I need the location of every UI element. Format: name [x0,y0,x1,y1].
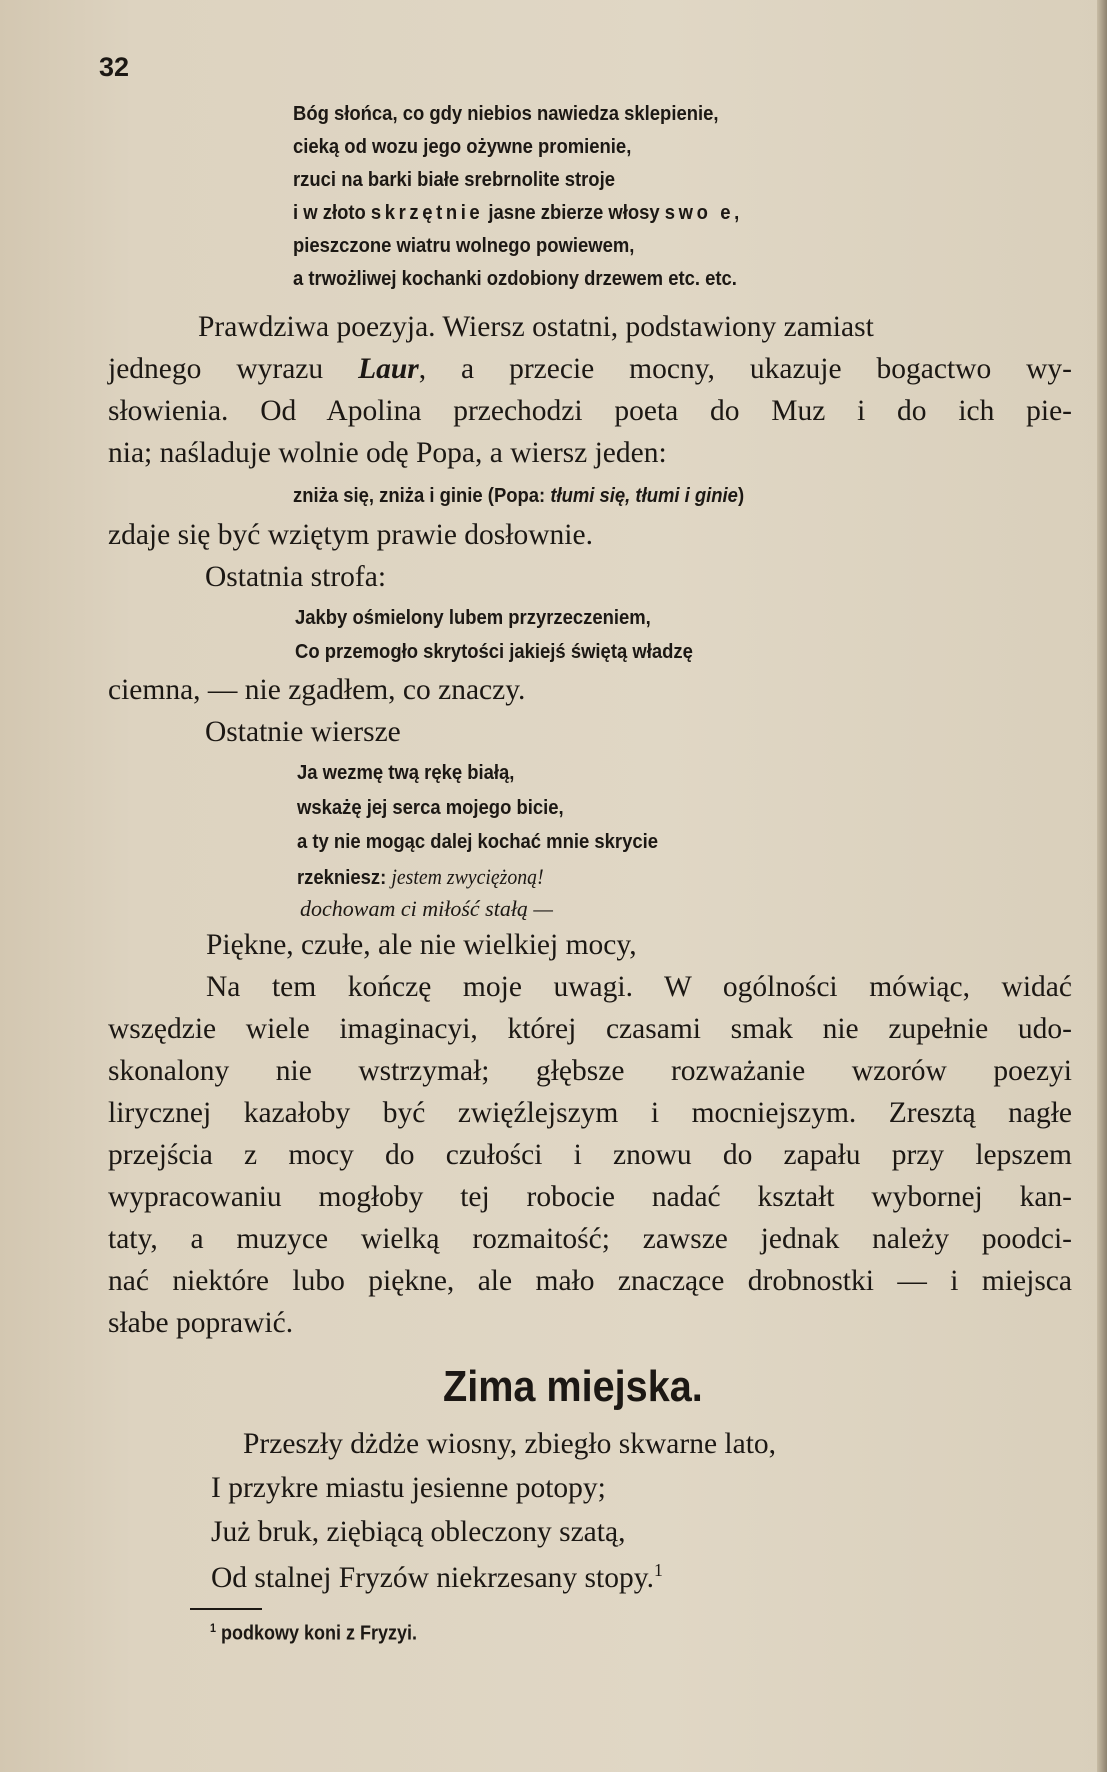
quote1-line-4 [293,201,739,225]
para1-line-2-c: , a przecie mocny, ukazuje bogactwo wy- [418,353,1073,385]
poem-line-3: Już bruk, ziębiącą obleczony szatą, [211,1516,626,1548]
quote4-line-2: wskażę jej serca mojego bicie, [297,796,564,819]
para1-line-2 [108,353,1072,386]
para3-line-2: Ostatnie wiersze [205,716,401,748]
footnote [210,1621,417,1646]
footnote-ref: 1 [653,1560,663,1580]
quote4-line-3: a ty nie mogąc dalej kochać mnie skrycie [297,830,658,853]
quote1-line-5: pieszczone wiatru wolnego powiewem, [293,234,635,257]
poem-title: Zima miejska. [443,1362,703,1411]
para4-line-4: skonalony nie wstrzymał; głębsze rozważanie wzorów poezyi [108,1055,1072,1087]
quote1-line-2: cieką od wozu jego ożywne promienie, [293,135,632,158]
para4-line-9: nać niektóre lubo piękne, ale mało znaczące drobnostki — i miejsca [108,1265,1072,1297]
para4-line-6: przejścia z mocy do czułości i znowu do zapału przy lepszem [108,1139,1072,1171]
quote2-line [293,484,744,508]
quote4-line-4-b: jestem zwyciężoną! [391,864,544,889]
para4-line-7: wypracowaniu mogłoby tej robocie nadać kształt wybornej kan- [108,1181,1072,1213]
para4-line-8: taty, a muzyce wielką rozmaitość; zawsze jednak należy poodci- [108,1223,1072,1255]
poem-line-4 [211,1560,663,1595]
para1-laur: Laur [358,353,419,385]
footnote-mark: 1 [210,1621,217,1635]
page-edge [1097,0,1107,1772]
para4-line-1: Piękne, czułe, ale nie wielkiej mocy, [206,929,637,961]
quote1-line-3: rzuci na barki białe srebrnolite stroje [293,168,615,191]
footnote-text: podkowy koni z Fryzyi. [221,1622,418,1645]
para4-line-5: lirycznej kazałoby być zwięźlejszym i mocniejszym. Zresztą nagłe [108,1097,1072,1129]
quote1-line-4-a: i w złoto [293,201,371,224]
para1-line-1: Prawdziwa poezyja. Wiersz ostatni, podstawiony zamiast [198,311,874,343]
poem-line-4-text: Od stalnej Fryzów niekrzesany stopy. [211,1561,654,1594]
para4-line-3: wszędzie wiele imaginacyi, której czasami smak nie zupełnie udo- [108,1013,1072,1045]
para1-line-4: nia; naśladuje wolnie odę Popa, a wiersz jeden: [108,437,667,469]
quote3-line-1: Jakby ośmielony lubem przyrzeczeniem, [295,606,651,629]
quote1-line-6: a trwożliwej kochanki ozdobiony drzewem etc. etc. [293,267,737,290]
poem-line-1: Przeszły dżdże wiosny, zbiegło skwarne lato, [243,1428,777,1460]
footnote-rule [190,1608,262,1610]
para3-line-1: ciemna, — nie zgadłem, co znaczy. [108,674,526,706]
quote1-line-4-spaced: skrzętnie [370,201,484,224]
quote2-b: tłumi się, tłumi i ginie [550,484,738,507]
quote4-line-1: Ja wezmę twą rękę białą, [297,761,515,784]
quote3-line-2: Co przemogło skrytości jakiejś świętą władzę [295,640,693,663]
quote1-line-4-c: jasne zbierze włosy [483,201,665,224]
quote4-line-5: dochowam ci miłość stałą — [300,896,553,921]
para1-line-2-a: jednego wyrazu [108,353,324,385]
page-number: 32 [99,52,130,82]
quote4-line-4-a: rzekniesz: [297,866,387,889]
para4-line-2: Na tem kończę moje uwagi. W ogólności mówiąc, widać [206,971,1072,1003]
para2-line-1: zdaje się być wziętym prawie dosłownie. [108,519,593,551]
quote4-line-4 [297,864,544,890]
para2-line-2: Ostatnia strofa: [205,561,387,593]
quote2-a: zniża się, zniża i ginie (Popa: [293,484,551,507]
quote1-line-4-e: , [734,201,740,224]
poem-line-2: I przykre miastu jesienne potopy; [211,1472,606,1504]
quote1-line-4-spaced-2: swo e [664,201,735,224]
para1-line-3: słowienia. Od Apolina przechodzi poeta do Muz i do ich pie- [108,395,1072,427]
para4-line-10: słabe poprawić. [108,1307,294,1339]
quote2-c: ) [737,484,745,507]
quote1-line-1: Bóg słońca, co gdy niebios nawiedza sklepienie, [293,102,719,125]
